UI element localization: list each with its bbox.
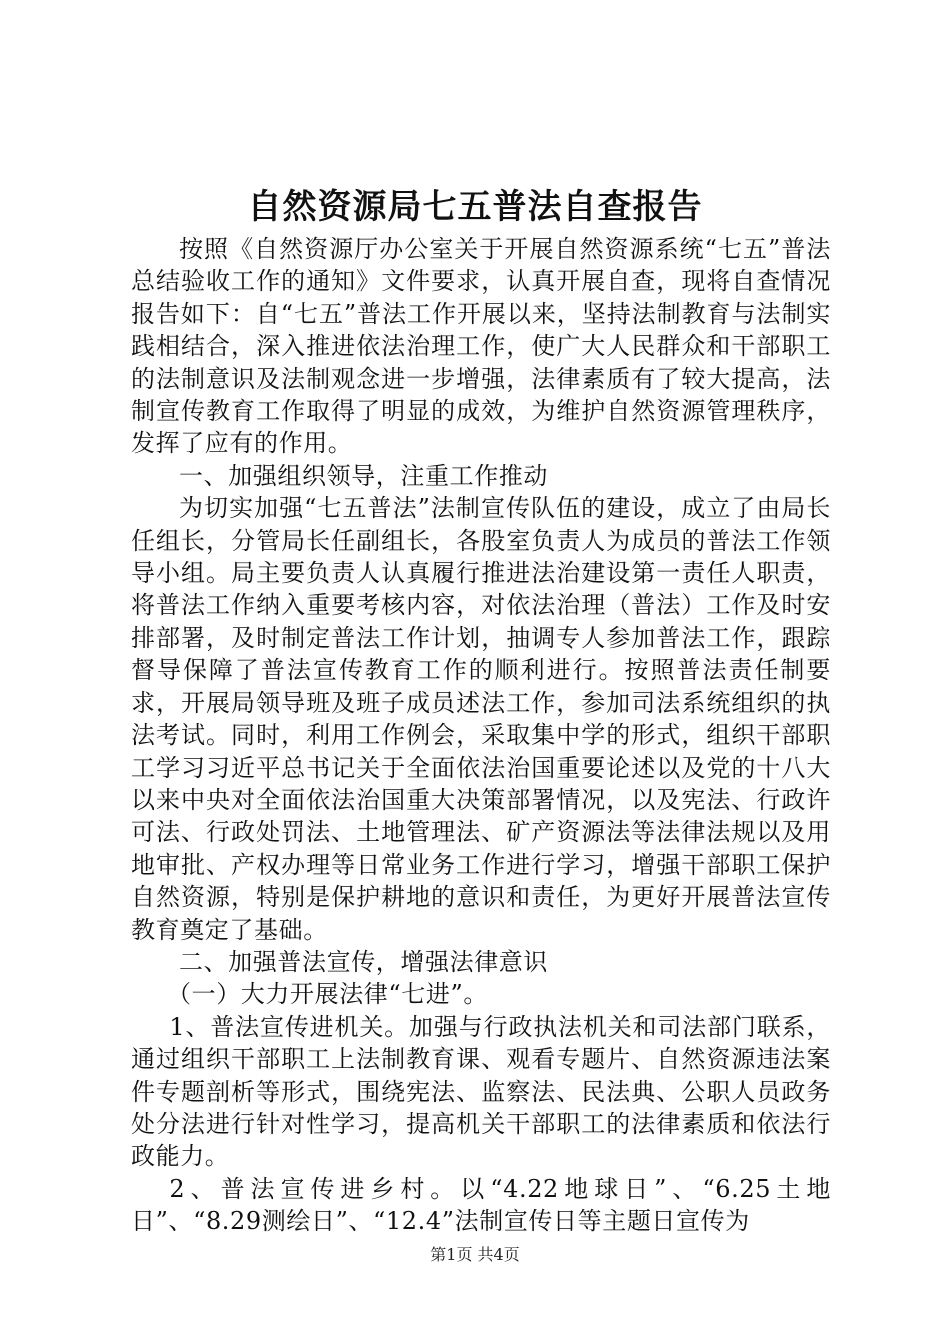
section-1-paragraph: 为切实加强“七五普法”法制宣传队伍的建设，成立了由局长任组长，分管局长任副组长，各股室负责人为成员的普法工作领导小组。局主要负责人认真履行推进法治建设第一责任人职责，将普法工作纳入重要考核内容，对依法治理（普法）工作及时安排部署，及时制定普法工作计划，抽调专人参加普法工作，跟踪督导保障了普法宣传教育工作的顺利进行。按照普法责任制要求，开展局领导班及班子成员述法工作，参加司法系统组织的执法考试。同时，利用工作例会，采取集中学的形式，组织干部职工学习习近平总书记关于全面依法治国重要论述以及党的十八大以来中央对全面依法治国重大决策部署情况，以及宪法、行政许可法、行政处罚法、土地管理法、矿产资源法等法律法规以及用地审批、产权办理等日常业务工作进行学习，增强干部职工保护自然资源，特别是保护耕地的意识和责任，为更好开展普法宣传教育奠定了基础。 xyxy=(131,494,831,944)
section-heading-2: 二、加强普法宣传，增强法律意识 xyxy=(179,947,548,976)
item-paragraph-1: 1、普法宣传进机关。加强与行政执法机关和司法部门联系，通过组织干部职工上法制教育课、观看专题片、自然资源违法案件专题剖析等形式，围绕宪法、监察法、民法典、公职人员政务处分法进行针对性学习，提高机关干部职工的法律素质和依法行政能力。 xyxy=(131,1012,831,1171)
document-title: 自然资源局七五普法自查报告 xyxy=(247,187,703,227)
page-number-footer: 第1页 共4页 xyxy=(430,1245,520,1264)
section-heading-1: 一、加强组织领导，注重工作推动 xyxy=(179,461,548,490)
intro-paragraph: 按照《自然资源厅办公室关于开展自然资源系统“七五”普法总结验收工作的通知》文件要求，认真开展自查，现将自查情况报告如下：自“七五”普法工作开展以来，坚持法制教育与法制实践相结合，深入推进依法治理工作，使广大人民群众和干部职工的法制意识及法制观念进一步增强，法律素质有了较大提高，法制宣传教育工作取得了明显的成效，为维护自然资源管理秩序，发挥了应有的作用。 xyxy=(131,235,831,458)
subsection-heading-1: （一）大力开展法律“七进”。 xyxy=(167,980,488,1009)
document-body xyxy=(131,233,831,1238)
item-paragraph-2: 2、普法宣传进乡村。以“4.22地球日”、“6.25土地日”、“8.29测绘日”、“12.4”法制宣传日等主题日宣传为 xyxy=(131,1174,831,1236)
